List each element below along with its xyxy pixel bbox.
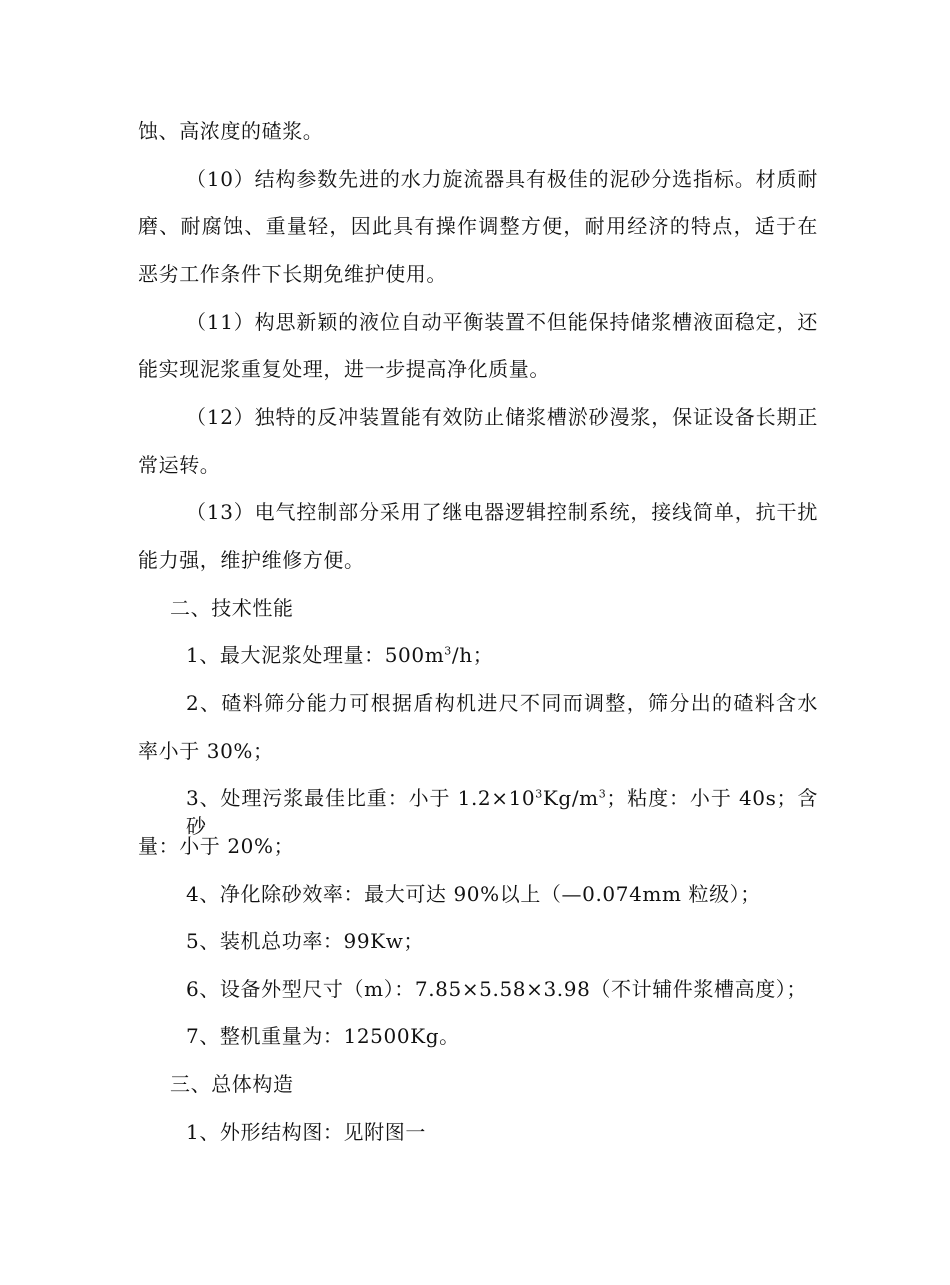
spec-item: 2、碴料筛分能力可根据盾构机进尺不同而调整，筛分出的碴料含水	[186, 691, 818, 715]
superscript: 3	[535, 787, 543, 801]
paragraph-line: 能实现泥浆重复处理，进一步提高净化质量。	[138, 357, 550, 381]
spec-text: Kg/m	[542, 786, 599, 810]
spec-item: 6、设备外型尺寸（m）：7.85×5.58×3.98（不计辅件浆槽高度）；	[186, 977, 807, 1001]
spec-item: 5、装机总功率：99Kw；	[186, 929, 425, 953]
spec-item: 7、整机重量为：12500Kg。	[186, 1024, 460, 1048]
paragraph-line: 常运转。	[138, 453, 221, 477]
spec-item	[186, 641, 866, 669]
paragraph-line: 恶劣工作条件下长期免维护使用。	[138, 262, 447, 286]
paragraph-line: 磨、耐腐蚀、重量轻，因此具有操作调整方便，耐用经济的特点，适于在	[138, 214, 818, 238]
section-heading: 二、技术性能	[170, 596, 294, 620]
spec-item: 1、外形结构图：见附图一	[186, 1120, 426, 1144]
spec-text: 3、处理污浆最佳比重：小于 1.2×10	[186, 786, 536, 810]
paragraph-line: 蚀、高浓度的碴浆。	[138, 119, 324, 143]
section-heading: 三、总体构造	[170, 1072, 294, 1096]
paragraph-line: （11）构思新颖的液位自动平衡装置不但能保持储浆槽液面稳定，还	[186, 310, 818, 334]
paragraph-line: 能力强，维护维修方便。	[138, 548, 365, 572]
superscript: 3	[598, 787, 607, 801]
paragraph-line: （12）独特的反冲装置能有效防止储浆槽淤砂漫浆，保证设备长期正	[186, 405, 818, 429]
spec-text: 1、最大泥浆处理量：500m	[186, 643, 445, 667]
paragraph-line: （10）结构参数先进的水力旋流器具有极佳的泥砂分选指标。材质耐	[186, 167, 818, 191]
paragraph-line: 率小于 30%；	[138, 739, 274, 763]
paragraph-line: 量：小于 20%；	[138, 834, 295, 858]
spec-text: ；粘度：小于 40s；含砂	[186, 786, 818, 838]
paragraph-line: （13）电气控制部分采用了继电器逻辑控制系统，接线简单，抗干扰	[186, 500, 818, 524]
spec-text: /h；	[451, 643, 494, 667]
spec-item: 4、净化除砂效率：最大可达 90%以上（—0.074mm 粒级）；	[186, 882, 761, 906]
superscript: 3	[444, 644, 452, 658]
